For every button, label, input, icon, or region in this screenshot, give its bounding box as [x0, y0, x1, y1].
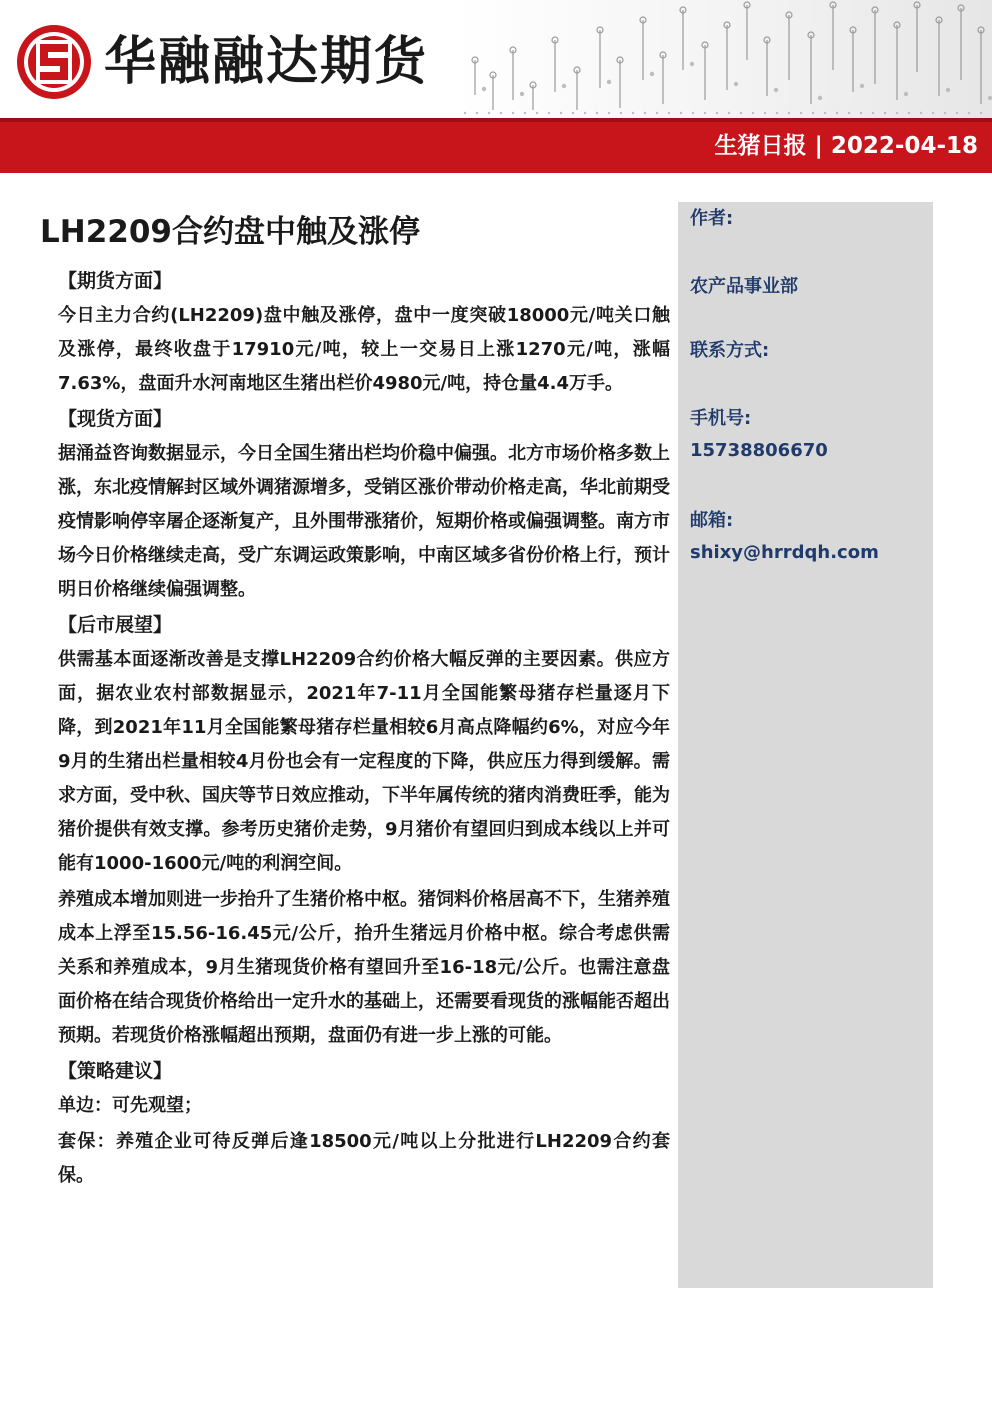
- header-red-bar-edge: [0, 118, 992, 122]
- brand-logo: [14, 22, 428, 102]
- section-paragraph: 套保：养殖企业可待反弹后逢18500元/吨以上分批进行LH2209合约套保。: [58, 1131, 670, 1186]
- decoration-dot: [836, 112, 838, 114]
- decoration-dot: [932, 112, 934, 114]
- section-paragraph: 供需基本面逐渐改善是支撑LH2209合约价格大幅反弹的主要因素。供应方面，据农业农村部数据显示，2021年7-11月全国能繁母猪存栏量逐月下降，到2021年11月全国能繁母猪存栏量相较6月高点降幅约6%，对应今年9月的生猪出栏量相较4月份也会有一定程度的下降，供应压力得到缓解。需求方面，受中秋、国庆等节日效应推动，下半年属传统的猪肉消费旺季，能为猪价提供有效支撑。参考历史猪价走势，9月猪价有望回归到成本线以上并可能有1000-1600元/吨的利润空间。: [58, 649, 670, 874]
- decoration-dot: [776, 112, 778, 114]
- decoration-dot: [774, 88, 778, 92]
- section-paragraph: 今日主力合约(LH2209)盘中触及涨停，盘中一度突破18000元/吨关口触及涨停，最终收盘于17910元/吨，较上一交易日上涨1270元/吨，涨幅7.63%，盘面升水河南地区生猪出栏价4980元/吨，持仓量4.4万手。: [58, 305, 670, 394]
- section-spot: [58, 403, 670, 607]
- decoration-dot: [488, 112, 490, 114]
- decoration-dot: [596, 112, 598, 114]
- contact-label: 联系方式:: [690, 340, 770, 361]
- decoration-dot: [788, 112, 790, 114]
- author-sidebar: [678, 202, 933, 1288]
- decoration-dot: [716, 112, 718, 114]
- decoration-dot: [848, 112, 850, 114]
- report-meta: [714, 128, 978, 164]
- decoration-dot: [740, 112, 742, 114]
- decoration-dot: [500, 112, 502, 114]
- decoration-dot: [520, 92, 524, 96]
- decoration-dot: [632, 112, 634, 114]
- email-label: 邮箱:: [690, 510, 734, 531]
- decoration-dot: [956, 112, 958, 114]
- section-heading: 【现货方面】: [58, 408, 173, 430]
- section-heading: 【期货方面】: [58, 270, 173, 292]
- decoration-dot: [562, 84, 566, 88]
- decoration-dot: [884, 112, 886, 114]
- decoration-dot: [872, 112, 874, 114]
- section-strategy: [58, 1055, 670, 1193]
- decoration-dot: [464, 112, 466, 114]
- decoration-dot: [608, 112, 610, 114]
- section-futures: [58, 265, 670, 401]
- section-paragraph: 单边：可先观望；: [58, 1095, 202, 1116]
- decoration-dot: [920, 112, 922, 114]
- decoration-dot: [668, 112, 670, 114]
- decoration-dot: [607, 80, 611, 84]
- decoration-dot: [904, 92, 908, 96]
- decoration-dot: [818, 96, 822, 100]
- decoration-dot: [560, 112, 562, 114]
- decoration-dot: [896, 112, 898, 114]
- decoration-dot: [734, 82, 738, 86]
- decoration-dot: [980, 112, 982, 114]
- decoration-dot: [752, 112, 754, 114]
- email-address[interactable]: shixy@hrrdqh.com: [690, 542, 879, 563]
- decoration-dot: [536, 112, 538, 114]
- decoration-dot: [584, 112, 586, 114]
- decoration-dot: [800, 112, 802, 114]
- section-heading: 【后市展望】: [58, 614, 173, 636]
- section-outlook: [58, 609, 670, 1053]
- section-paragraph: 据涌益咨询数据显示，今日全国生猪出栏均价稳中偏强。北方市场价格多数上涨，东北疫情解封区域外调猪源增多，受销区涨价带动价格走高，华北前期受疫情影响停宰屠企逐渐复产，且外围带涨猪价，短期价格或偏强调整。南方市场今日价格继续走高，受广东调运政策影响，中南区域多省份价格上行，预计明日价格继续偏强调整。: [58, 443, 670, 600]
- decoration-dot: [944, 112, 946, 114]
- decoration-dot: [476, 112, 478, 114]
- decoration-dot: [656, 112, 658, 114]
- phone-number[interactable]: 15738806670: [690, 440, 828, 461]
- decoration-dot: [968, 112, 970, 114]
- decoration-dot: [512, 112, 514, 114]
- report-body: [58, 265, 670, 1195]
- decoration-dot: [728, 112, 730, 114]
- decoration-dot: [988, 96, 992, 100]
- decoration-dot: [572, 112, 574, 114]
- report-type: 生猪日报: [714, 133, 807, 159]
- decoration-dot: [824, 112, 826, 114]
- header-decoration: [455, 0, 992, 120]
- decoration-dot: [680, 112, 682, 114]
- decoration-dot: [692, 112, 694, 114]
- decoration-dot: [946, 88, 950, 92]
- decoration-dot: [524, 112, 526, 114]
- decoration-dot: [690, 62, 694, 66]
- decoration-dot: [704, 112, 706, 114]
- decoration-dot: [620, 112, 622, 114]
- report-separator: |: [814, 133, 823, 159]
- decoration-dot: [650, 72, 654, 76]
- report-date: 2022-04-18: [830, 133, 978, 159]
- author-department: 农产品事业部: [690, 276, 798, 297]
- decoration-dot: [548, 112, 550, 114]
- decoration-dot: [644, 112, 646, 114]
- decoration-dot: [764, 112, 766, 114]
- company-logo-icon: [14, 22, 94, 102]
- decoration-dot: [482, 87, 486, 91]
- section-paragraph: 养殖成本增加则进一步抬升了生猪价格中枢。猪饲料价格居高不下，生猪养殖成本上浮至15.56-16.45元/公斤，抬升生猪远月价格中枢。综合考虑供需关系和养殖成本，9月生猪现货价格有望回升至16-18元/公斤。也需注意盘面价格在结合现货价格给出一定升水的基础上，还需要看现货的涨幅能否超出预期。若现货价格涨幅超出预期，盘面仍有进一步上涨的可能。: [58, 889, 670, 1046]
- section-heading: 【策略建议】: [58, 1060, 173, 1082]
- decoration-dot: [860, 84, 864, 88]
- decoration-dot: [860, 112, 862, 114]
- author-label: 作者:: [690, 208, 734, 229]
- decoration-dot: [908, 112, 910, 114]
- report-title: LH2209合约盘中触及涨停: [40, 214, 420, 250]
- brand-name: 华融融达期货: [104, 32, 429, 92]
- decoration-dot: [812, 112, 814, 114]
- phone-label: 手机号:: [690, 408, 752, 429]
